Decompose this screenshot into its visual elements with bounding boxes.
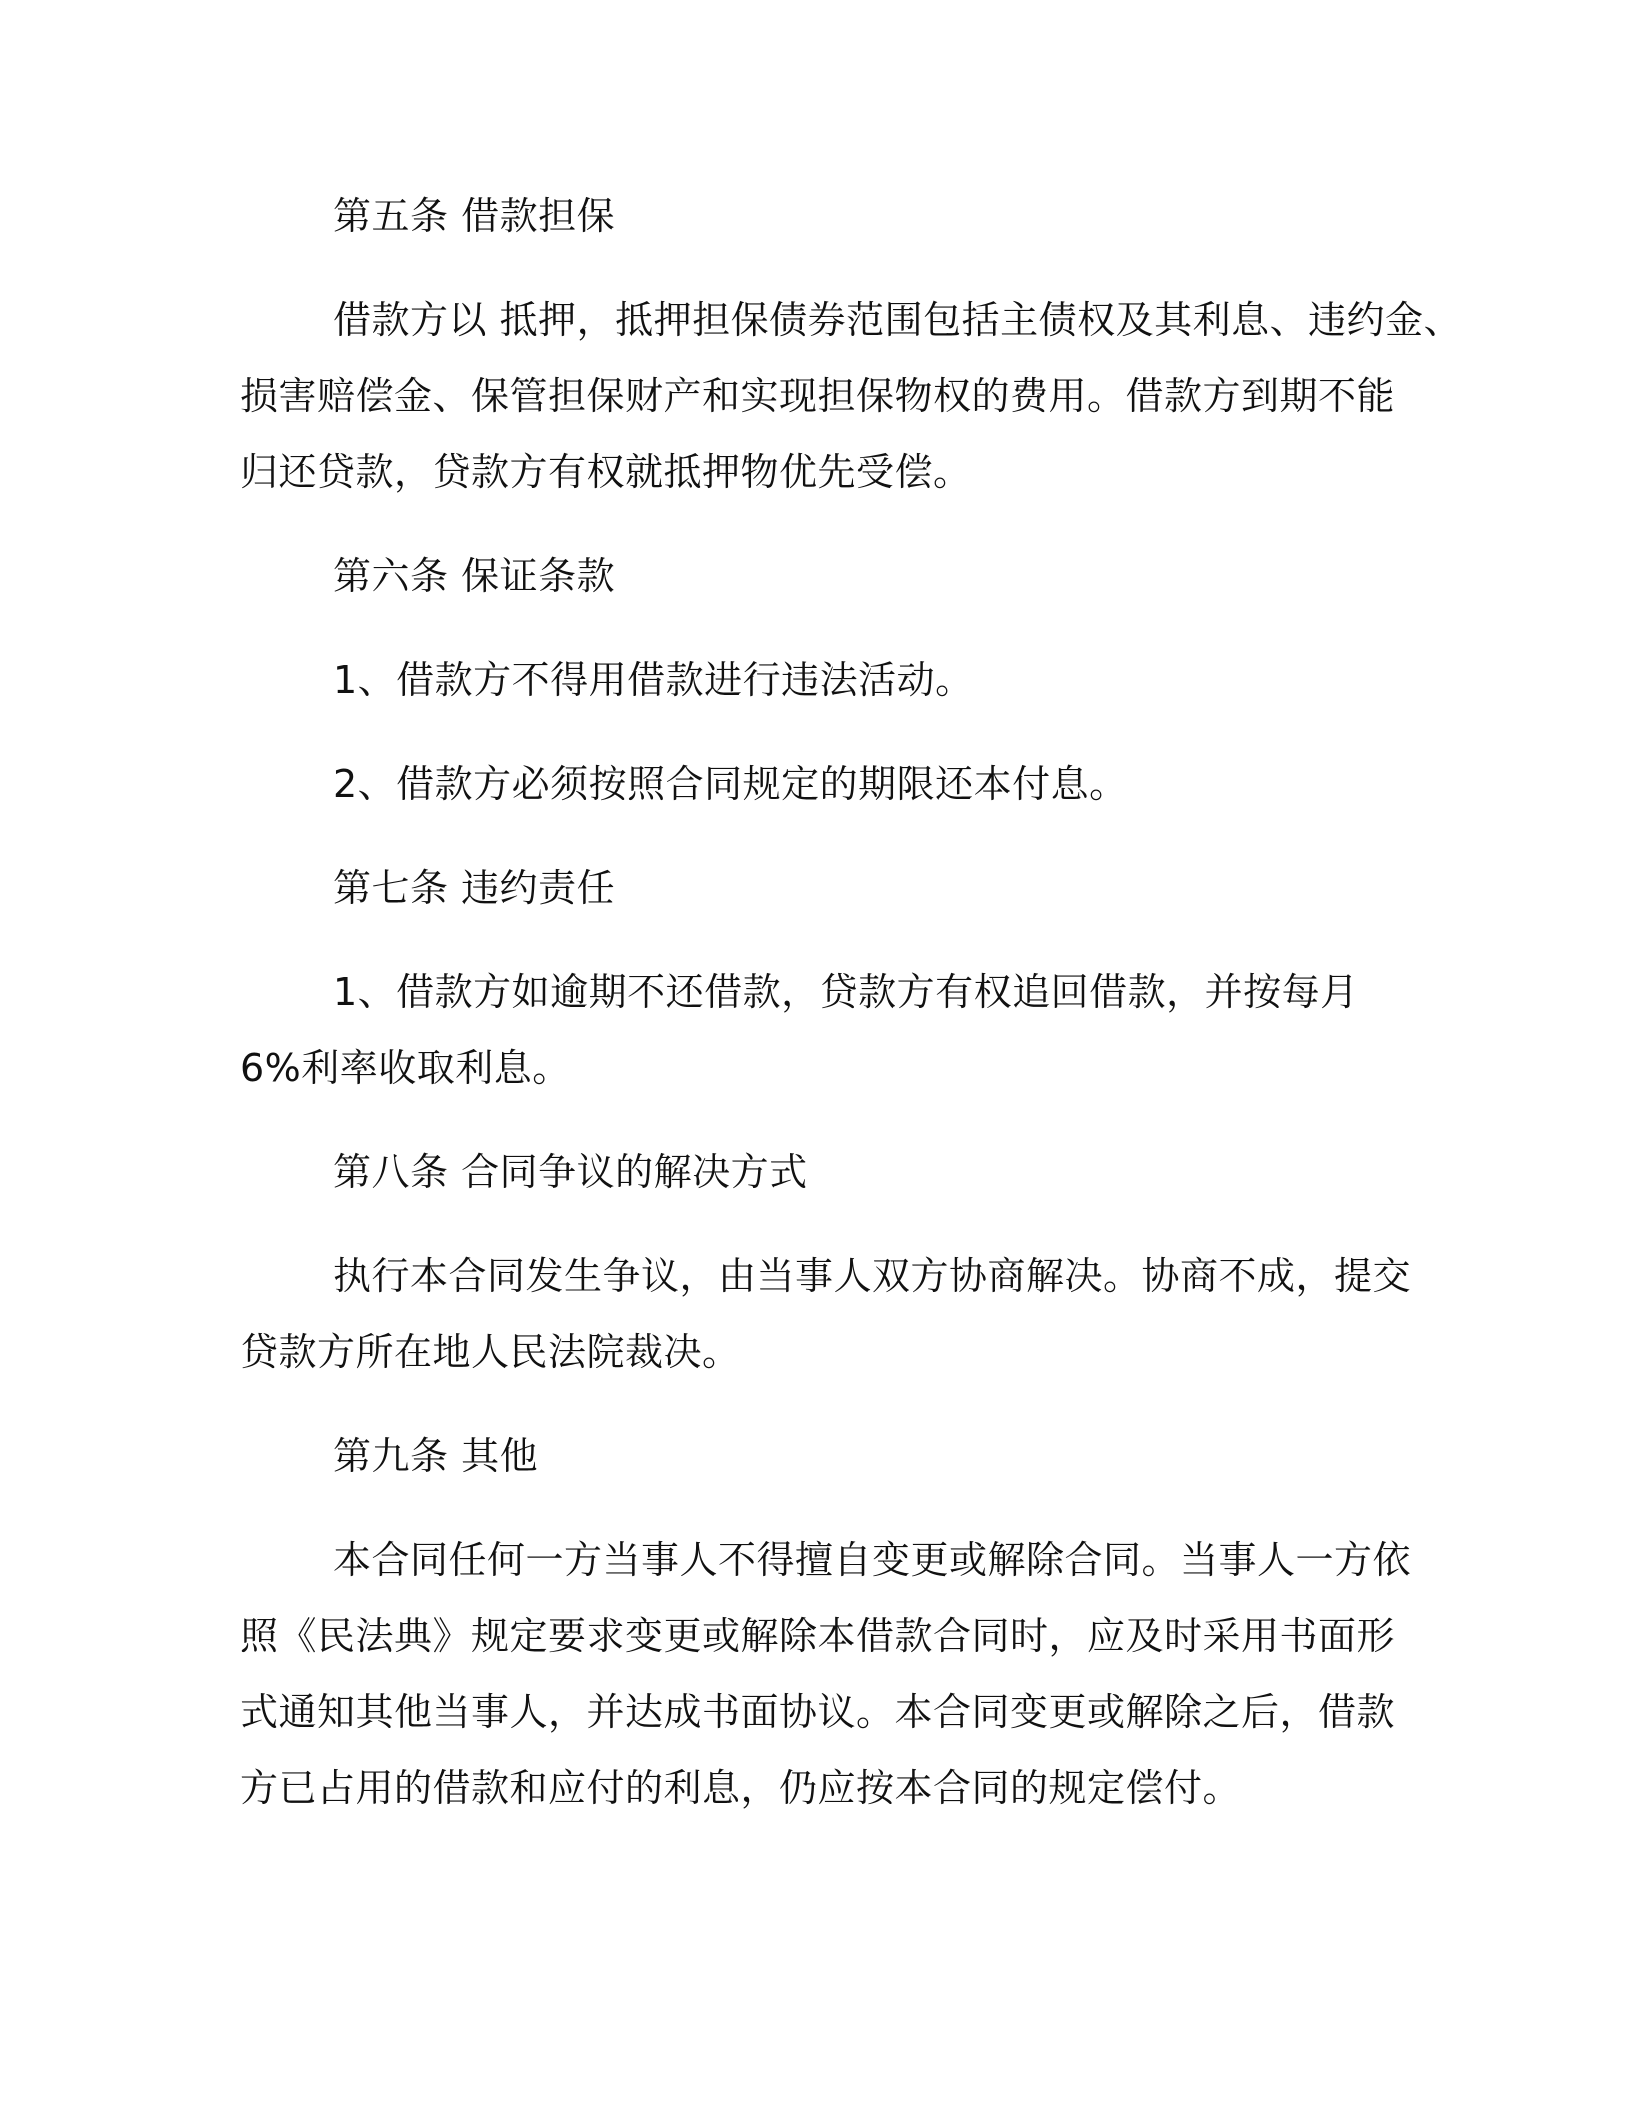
article-5-text-line-3: 归还贷款，贷款方有权就抵押物优先受偿。 [240,450,972,494]
article-5-heading: 第五条 借款担保 [333,194,616,238]
article-7-item-1-line-1: 1、借款方如逾期不还借款，贷款方有权追回借款，并按每月 [333,970,1359,1014]
article-8-text-line-2: 贷款方所在地人民法院裁决。 [240,1330,741,1374]
article-7-item-1-line-2: 6%利率收取利息。 [240,1046,571,1090]
article-8-text-line-1: 执行本合同发生争议，由当事人双方协商解决。协商不成，提交 [333,1254,1412,1298]
article-5-text-line-2: 损害赔偿金、保管担保财产和实现担保物权的费用。借款方到期不能 [240,374,1396,418]
article-9-heading: 第九条 其他 [333,1434,539,1478]
article-9-text-line-3: 式通知其他当事人，并达成书面协议。本合同变更或解除之后，借款 [240,1690,1396,1734]
article-5-text-line-1: 借款方以 抵押，抵押担保债券范围包括主债权及其利息、违约金、 [333,298,1463,342]
article-6-item-2: 2、借款方必须按照合同规定的期限还本付息。 [333,762,1128,806]
article-9-text-line-2: 照《民法典》规定要求变更或解除本借款合同时，应及时采用书面形 [240,1614,1396,1658]
article-8-heading: 第八条 合同争议的解决方式 [333,1150,808,1194]
article-9-text-line-1: 本合同任何一方当事人不得擅自变更或解除合同。当事人一方依 [333,1538,1412,1582]
article-6-item-1: 1、借款方不得用借款进行违法活动。 [333,658,974,702]
article-9-text-line-4: 方已占用的借款和应付的利息，仍应按本合同的规定偿付。 [240,1766,1242,1810]
article-6-heading: 第六条 保证条款 [333,554,616,598]
article-7-heading: 第七条 违约责任 [333,866,616,910]
